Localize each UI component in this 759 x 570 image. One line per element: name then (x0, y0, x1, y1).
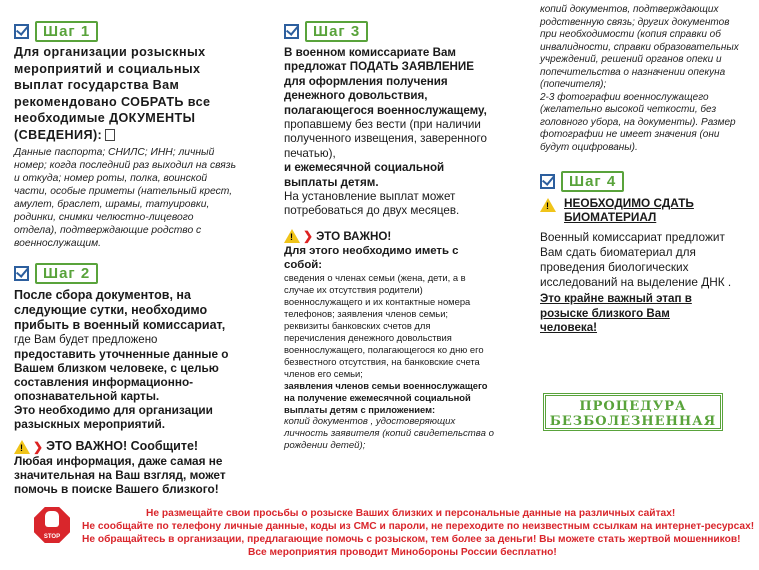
step-2-paragraph-d: Это необходимо для организации разыскных мероприятий. (14, 403, 213, 431)
step-3-paragraph-d: На установление выплат может потребоваться до двух месяцев. (284, 190, 460, 218)
step-2-paragraph-e: Любая информация, даже самая не значительная на Ваш взгляд, может помочь в поиске Вашего близкого! (14, 454, 226, 496)
step-1-badge: Шаг 1 (35, 21, 98, 42)
hand-icon (45, 511, 59, 527)
column-3 (540, 0, 745, 336)
step-3-badge: Шаг 3 (305, 21, 368, 42)
step-3-paragraph-b: пропавшему без вести (при наличии полученного извещения, заверенного печатью), (284, 118, 487, 160)
step-3-header (284, 20, 494, 42)
warning-icon: ! (14, 440, 30, 454)
step-3-paragraph-c: и ежемесячной социальной выплаты детям. (284, 161, 445, 189)
step-4-header (540, 170, 745, 192)
step-3-paragraph-f: сведения о членах семьи (жена, дети, а в случае их отсутствия родители) военнослужащего и их контактные номера телефонов; заявления членов семьи; реквизиты банковских счетов для перечисления денежного довольствия военнослужащего, полагающегося ко дню его безвестного отсутствия, на банковские счета членов его семьи; (284, 271, 484, 379)
stop-label: STOP (43, 534, 61, 540)
step-3-paragraph-e: Для этого необходимо иметь с собой: (284, 244, 459, 271)
footer-line-2: Не сообщайте по телефону личные данные, коды из СМС и пароли, не переходите по неизвестным ссылкам на интернет-ресурсах! (82, 521, 755, 532)
footer-line-3: Не обращайтесь в организации, предлагающие помочь с розыском, тем более за деньги! Вы можете стать жертвой мошенников! (82, 534, 741, 545)
step-3-paragraph-h: копий документов , удостоверяющих личность заявителя (копий свидетельства о рождении детей); (284, 415, 494, 451)
footer-warning (0, 497, 759, 570)
step-2-warning (14, 439, 236, 454)
arrow-icon: ❯ (33, 439, 44, 454)
step-4-paragraph-a: Военный комиссариат предложит Вам сдать биоматериал для проведения биологических исследований на выделение ДНК . (540, 230, 732, 289)
step-1-header (14, 20, 236, 42)
checkbox-icon (284, 24, 299, 39)
step-3-paragraph-g: заявления членов семьи военнослужащего на получение ежемесячной социальной выплаты детям с приложением: (284, 379, 488, 415)
checkbox-icon (14, 266, 29, 281)
footer-line-1: Не размещайте свои просьбы о розыске Ваших близких и персональные данные на различных сайтах! (146, 508, 676, 519)
warning-icon: ! (540, 198, 556, 212)
column-2 (284, 0, 494, 452)
warning-icon: ! (284, 229, 300, 243)
footer-line-4: Все мероприятия проводит Минобороны России бесплатно! (248, 547, 557, 558)
step-3-warning-text: ЭТО ВАЖНО! (316, 229, 392, 243)
checkbox-icon (540, 174, 555, 189)
step-3-warning (284, 229, 494, 244)
step-4-paragraph-b: Это крайне важный этап в розыске близкого Вам человека! (540, 292, 692, 334)
step-2-paragraph-b: где Вам будет предложено (14, 334, 158, 346)
step-4-badge: Шаг 4 (561, 171, 624, 192)
step-3-paragraph-j: 2-3 фотографии военнослужащего (желательно высокой четкости, без головного убора, на документы). Размер фотографии не имеет значения (они будут оцифрованы). (540, 91, 736, 153)
step-2-header (14, 262, 236, 284)
painless-procedure-stamp: ПРОЦЕДУРА БЕЗБОЛЕЗНЕННАЯ (543, 393, 723, 431)
step-2-badge: Шаг 2 (35, 263, 98, 284)
step-4-heading-row (540, 196, 745, 224)
step-3-paragraph-a: В военном комиссариате Вам предложат ПОДАТЬ ЗАЯВЛЕНИЕ для оформления получения денежного довольствия, полагающегося военнослужащему, (284, 46, 487, 117)
checkbox-icon (14, 24, 29, 39)
step-2-paragraph-c: предоставить уточненные данные о Вашем близком человеке, с целью составления информационно-опознавательной карты. (14, 347, 229, 403)
step-2-paragraph-a: После сбора документов, на следующие сутки, необходимо прибыть в военный комиссариат, (14, 288, 226, 332)
step-3-paragraph-i: копий документов, подтверждающих родственную связь; других документов при необходимости (копия справки об инвалидности, справки образовательных учреждений, решений органов опеки и попечительства о назначении опекуна (попечителя); (540, 4, 739, 90)
step-4-heading: НЕОБХОДИМО СДАТЬ БИОМАТЕРИАЛ (564, 196, 694, 224)
arrow-icon: ❯ (303, 229, 314, 244)
document-icon (105, 129, 115, 141)
step-2-warning-text: ЭТО ВАЖНО! Сообщите! (46, 439, 199, 453)
step-1-details: Данные паспорта; СНИЛС; ИНН; личный номер; когда последний раз выходил на связь и откуда; номер роты, полка, воинской части, особые приметы (нательный крест, амулет, браслет, шрамы, татуировки, родинки, снимки челюстно-лицевого отдела), подтверждающие родство с военнослужащим. (14, 147, 237, 249)
step-1-intro-text: Для организации розыскных мероприятий и социальных выплат государства Вам рекомендовано СОБРАТЬ все необходимые ДОКУМЕНТЫ (СВЕДЕНИЯ): (14, 45, 211, 142)
column-1 (14, 0, 236, 496)
step-1-intro (14, 44, 236, 143)
